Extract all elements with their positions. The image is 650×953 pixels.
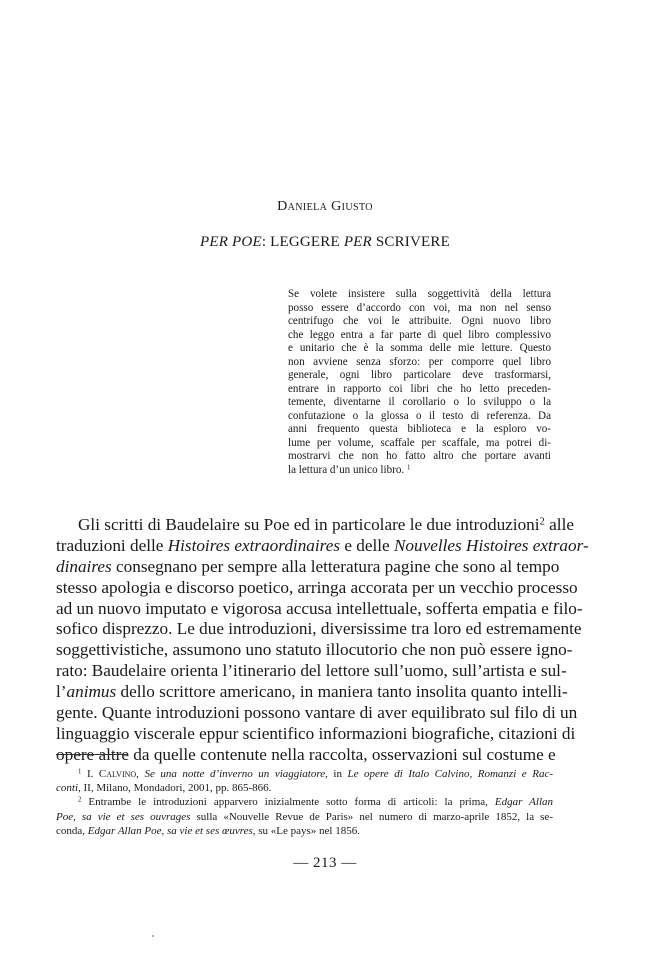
page-number: — 213 — xyxy=(293,855,357,871)
body-italic: Nouvelles Histoires extraor- xyxy=(393,535,589,555)
footnote-line xyxy=(56,810,553,824)
body-text: consegnano per sempre alla letteratura pagine che sono al tempo xyxy=(111,556,560,576)
scan-speck xyxy=(152,935,154,937)
body-text: l’ xyxy=(56,682,67,702)
body-paragraph xyxy=(56,515,589,766)
title-part: SCRIVERE xyxy=(371,234,450,250)
footnote-italic: Se una notte d’inverno un viaggiatore xyxy=(144,768,326,780)
body-line: opere altre da quelle contenute nella raccolta, osservazioni sul costume e xyxy=(56,744,556,764)
body-text: dello scrittore americano, in maniera tanto insolita quanto intelli- xyxy=(116,682,568,702)
body-line: rato: Baudelaire orienta l’itinerario del lettore sull’uomo, sull’artista e sul- xyxy=(56,661,567,681)
body-text: e delle xyxy=(340,535,394,555)
footnote-author: Calvino xyxy=(98,768,137,780)
body-line: ad un nuovo imputato e vigorosa accusa intellettuale, sofferta empatia e filo- xyxy=(56,598,583,618)
body-line: gente. Quante introduzioni possono vantare di aver equilibrato sul filo di un xyxy=(56,703,578,723)
body-text: alle xyxy=(544,515,574,534)
epigraph-line: centrifugo che voi le attribuite. Ogni nuovo libro xyxy=(288,315,551,327)
footnote-italic: Edgar Allan Poe, sa vie et ses œuvres xyxy=(87,824,253,837)
chapter-title xyxy=(0,234,650,251)
footnote-text: , II, Milano, Mondadori, 2001, pp. 865-866. xyxy=(78,782,272,795)
footnote-line xyxy=(56,824,553,838)
epigraph-line: che leggo entra a far parte di quel libro complessivo xyxy=(288,328,551,341)
footnote-text: I. xyxy=(81,768,99,780)
body-line: linguaggio viscerale eppur scientifico informazioni biografiche, citazioni di xyxy=(56,723,576,743)
epigraph-line: entrare in rapporto coi libri che ho letto preceden- xyxy=(288,382,551,395)
epigraph-line: mostrarvi che non ho fatto altro che portare avanti xyxy=(288,450,551,462)
body-text: Gli scritti di Baudelaire su Poe ed in particolare le due introduzioni xyxy=(78,515,540,534)
footnote-text: , in xyxy=(325,768,348,780)
footnote-ref: 2 xyxy=(539,516,545,528)
body-line xyxy=(56,682,568,703)
body-line: stesso apologia e discorso poetico, arringa accorata per un vecchio processo xyxy=(56,577,578,597)
epigraph-line: confutazione o la glossa o il testo di referenza. Da xyxy=(288,409,551,422)
footnote-line xyxy=(56,795,553,809)
footnote-text: Entrambe le introduzioni apparvero inizialmente sotto forma di articoli: la prima, xyxy=(81,796,495,809)
body-line: sofico disprezzo. Le due introduzioni, diversissime tra loro ed estremamente xyxy=(56,619,582,639)
footnote-number: 2 xyxy=(78,796,82,804)
footnote-italic: Edgar Allan xyxy=(494,796,553,809)
title-part: : LEGGERE xyxy=(261,234,344,250)
body-italic: Histoires extraordinaires xyxy=(167,535,341,555)
body-line: soggettivistiche, assumono uno statuto illocutorio che non può essere igno- xyxy=(56,640,573,660)
footnote-italic: conti xyxy=(56,782,78,795)
body-line xyxy=(56,515,574,536)
footnote-text: , xyxy=(136,768,145,780)
epigraph-line: anni frequento questa biblioteca e la esploro vo- xyxy=(288,423,551,435)
epigraph-line: lume per volume, scaffale per scaffale, ma potrei di- xyxy=(288,436,551,449)
footnote-number: 1 xyxy=(78,768,82,776)
author-name: Daniela Giusto xyxy=(277,199,373,214)
epigraph-line: temente, diventarne il corollario o lo sviluppo o la xyxy=(288,396,551,408)
title-italic-part: PER xyxy=(343,234,372,250)
footnote-line xyxy=(56,767,553,781)
footnote-italic: Le opere di Italo Calvino, Romanzi e Rac- xyxy=(347,768,553,780)
epigraph-last-text: la lettura d’un unico libro. xyxy=(288,463,405,476)
epigraph-line: non avviene senza sforzo: per comporre quel libro xyxy=(288,355,551,368)
body-italic: dinaires xyxy=(56,556,112,576)
epigraph-line: generale, ogni libro particolare deve trasformarsi, xyxy=(288,369,551,381)
footnote-separator xyxy=(56,754,128,755)
body-line xyxy=(56,535,589,557)
body-text: traduzioni delle xyxy=(56,535,168,555)
epigraph-line: e unitario che è la somma delle mie letture. Questo xyxy=(288,342,551,354)
body-italic: animus xyxy=(66,682,117,702)
footnote-text: sulla «Nouvelle Revue de Paris» nel numero di marzo-aprile 1852, la se- xyxy=(190,810,553,823)
body-line xyxy=(56,556,560,578)
epigraph-line: Se volete insistere sulla soggettività della lettura xyxy=(288,288,551,300)
footnote-italic: Poe, sa vie et ses ouvrages xyxy=(56,810,191,823)
epigraph-line xyxy=(288,464,551,478)
epigraph-line: posso essere d’accordo con voi, ma non nel senso xyxy=(288,301,551,314)
footnotes xyxy=(56,767,553,838)
footnote-text: , su «Le pays» nel 1856. xyxy=(252,824,360,837)
epigraph-quote xyxy=(288,288,551,477)
footnote-text: conda, xyxy=(56,824,88,837)
footnote-line xyxy=(56,781,553,795)
title-italic-part: PER POE xyxy=(200,234,262,250)
footnote-ref: 1 xyxy=(406,464,411,472)
